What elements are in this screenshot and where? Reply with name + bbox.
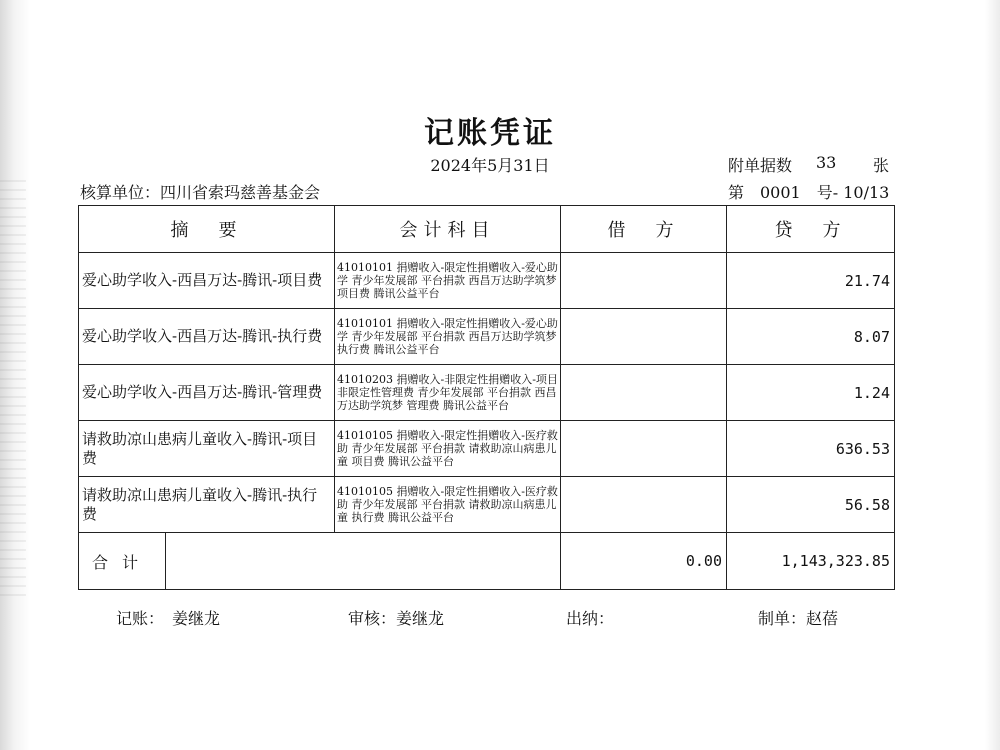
row-account: 41010203 捐赠收入-非限定性捐赠收入-项目非限定性管理费 青少年发展部 平台捐款 西昌万达助学筑梦 管理费 腾讯公益平台 [335,365,561,421]
preparer: 制单：赵蓓 [758,609,839,628]
row-summary: 爱心助学收入-西昌万达-腾讯-执行费 [79,309,335,365]
voucher-date: 2024年5月31日 [430,156,550,175]
row-credit: 56.58 [727,477,895,533]
total-row [79,533,895,590]
accounting-unit [80,180,320,203]
voucher-table [78,205,895,590]
row-account: 41010101 捐赠收入-限定性捐赠收入-爱心助学 青少年发展部 平台捐款 西昌万达助学筑梦 执行费 腾讯公益平台 [335,309,561,365]
row-summary: 请救助凉山患病儿童收入-腾讯-项目费 [79,421,335,477]
row-account: 41010101 捐赠收入-限定性捐赠收入-爱心助学 青少年发展部 平台捐款 西昌万达助学筑梦 项目费 腾讯公益平台 [335,253,561,309]
attachment-count: 33 [816,153,837,172]
row-debit [561,477,727,533]
row-credit: 636.53 [727,421,895,477]
voucher-number: 第 0001 号- 10/13 [728,183,890,202]
header-credit: 贷 方 [727,206,895,253]
attachment-label: 附单据数 [728,156,793,175]
reviewer: 审核：姜继龙 [348,609,445,628]
accounting-unit-name: 四川省索玛慈善基金会 [160,183,321,202]
header-summary: 摘 要 [79,206,335,253]
table-header-row [79,206,895,253]
total-label: 合计 [79,533,166,589]
row-debit [561,365,727,421]
total-label-cell [79,533,561,590]
header-account: 会计科目 [335,206,561,253]
accounting-unit-label: 核算单位： [80,183,161,202]
row-debit [561,309,727,365]
scan-edge-marks [0,180,26,600]
row-summary: 爱心助学收入-西昌万达-腾讯-项目费 [79,253,335,309]
row-debit [561,421,727,477]
header-debit: 借 方 [561,206,727,253]
row-account: 41010105 捐赠收入-限定性捐赠收入-医疗救助 青少年发展部 平台捐款 请救助凉山病患儿童 项目费 腾讯公益平台 [335,421,561,477]
table-row [79,421,895,477]
row-credit: 1.24 [727,365,895,421]
total-blank [166,533,560,589]
row-account: 41010105 捐赠收入-限定性捐赠收入-医疗救助 青少年发展部 平台捐款 请救助凉山病患儿童 执行费 腾讯公益平台 [335,477,561,533]
row-summary: 爱心助学收入-西昌万达-腾讯-管理费 [79,365,335,421]
table-row [79,253,895,309]
voucher-title: 记账凭证 [424,116,556,151]
total-debit: 0.00 [561,533,727,590]
row-debit [561,253,727,309]
bookkeeper: 记账： 姜继龙 [116,609,221,628]
table-row [79,477,895,533]
table-row [79,365,895,421]
row-credit: 8.07 [727,309,895,365]
table-row [79,309,895,365]
attachment-unit: 张 [873,156,890,175]
cashier: 出纳： [566,609,615,628]
total-credit: 1,143,323.85 [727,533,895,590]
row-summary: 请救助凉山患病儿童收入-腾讯-执行费 [79,477,335,533]
row-credit: 21.74 [727,253,895,309]
